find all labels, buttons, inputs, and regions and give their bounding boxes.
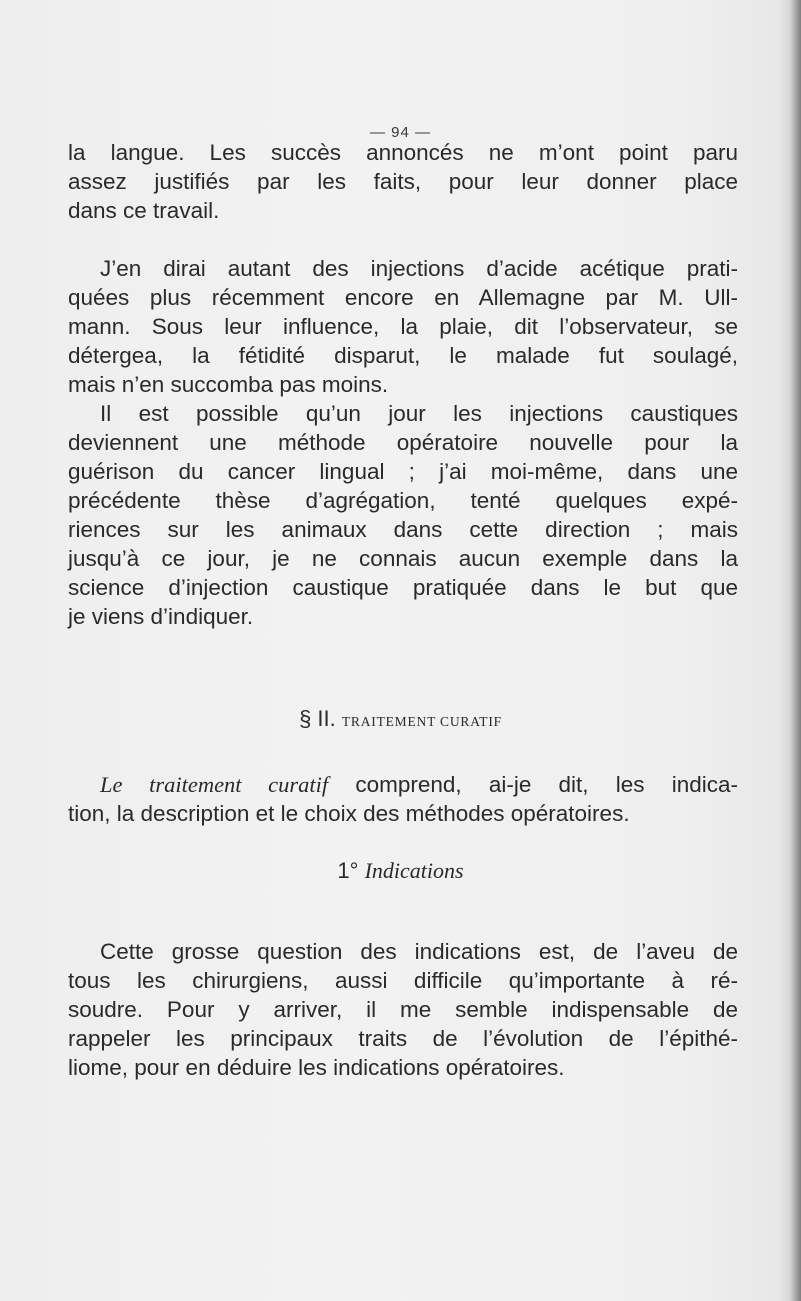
text-line: Cette grosse question des indications est, de l’aveu de: [100, 939, 738, 964]
paragraph-curative-treatment: [68, 770, 738, 828]
page-edge-shadow: [779, 0, 801, 1301]
text-line: détergea, la fétidité disparut, le malade fut soulagé,: [68, 343, 738, 368]
text-line: soudre. Pour y arriver, il me semble indispensable de: [68, 997, 738, 1022]
text-line: quées plus récemment encore en Allemagne par M. Ull-: [68, 285, 738, 310]
text-line: mann. Sous leur influence, la plaie, dit l’observateur, se: [68, 314, 738, 339]
section-title: TRAITEMENT CURATIF: [341, 714, 502, 729]
paragraph-acetic-injections: [68, 254, 738, 399]
text-line: la langue. Les succès annoncés ne m’ont point paru: [68, 140, 738, 165]
text-line: précédente thèse d’agrégation, tenté quelques expé-: [68, 488, 738, 513]
text-line: liome, pour en déduire les indications opératoires.: [68, 1055, 565, 1080]
text-line: tous les chirurgiens, aussi difficile qu’importante à ré-: [68, 968, 738, 993]
italic-term: Le traitement curatif: [100, 772, 329, 797]
paragraph-caustic-injections: [68, 399, 738, 631]
subsection-number: 1°: [337, 858, 359, 883]
text-run: comprend, ai-je dit, les indica-: [328, 772, 738, 797]
page-number: — 94 —: [369, 124, 432, 141]
text-line: Il est possible qu’un jour les injections caustiques: [100, 401, 738, 426]
text-line: tion, la description et le choix des méthodes opératoires.: [68, 801, 630, 826]
text-line: J’en dirai autant des injections d’acide acétique prati-: [100, 256, 738, 281]
subsection-title: Indications: [364, 858, 464, 883]
text-line: jusqu’à ce jour, je ne connais aucun exemple dans la: [68, 546, 738, 571]
text-line: guérison du cancer lingual ; j’ai moi-même, dans une: [68, 459, 738, 484]
subsection-heading: [0, 858, 801, 884]
section-heading: [0, 706, 801, 732]
text-line: dans ce travail.: [68, 198, 220, 223]
text-line: rappeler les principaux traits de l’évolution de l’épithé-: [68, 1026, 738, 1051]
text-line: science d’injection caustique pratiquée dans le but que: [68, 575, 738, 600]
paragraph-indications: [68, 937, 738, 1082]
paragraph-continuation: [68, 138, 738, 225]
text-line: mais n’en succomba pas moins.: [68, 372, 389, 397]
text-line: riences sur les animaux dans cette direction ; mais: [68, 517, 738, 542]
section-symbol: § II.: [299, 706, 336, 731]
text-line: [68, 770, 738, 799]
text-line: assez justifiés par les faits, pour leur donner place: [68, 169, 738, 194]
text-line: je viens d’indiquer.: [68, 604, 254, 629]
text-line: deviennent une méthode opératoire nouvelle pour la: [68, 430, 738, 455]
